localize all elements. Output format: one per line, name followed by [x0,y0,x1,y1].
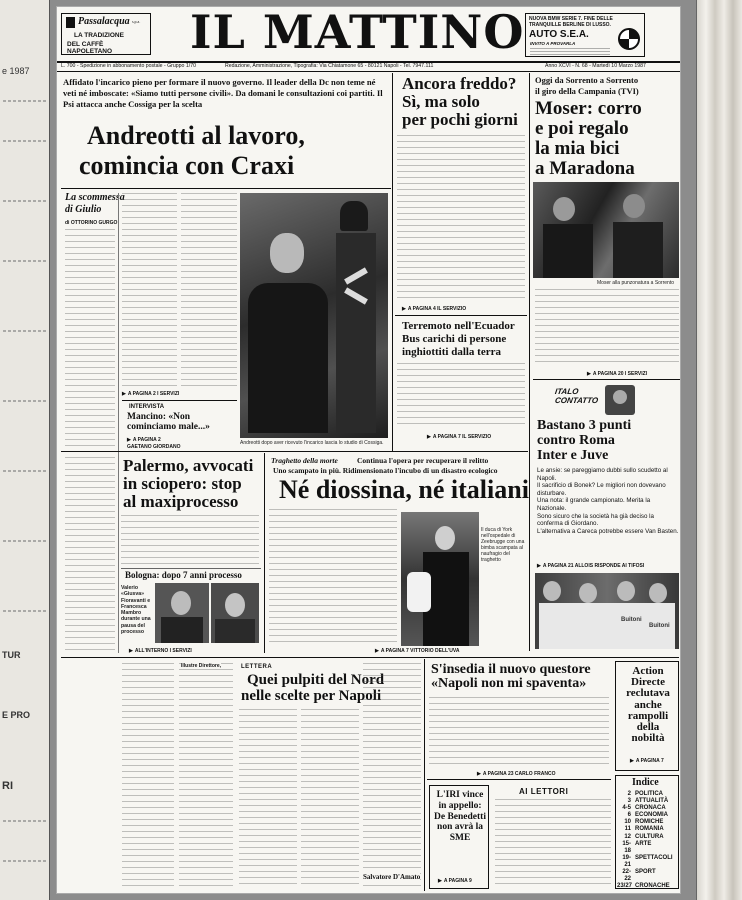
sport-bullet-3: Una nota: il grande campionato. Merita la Nazionale. [537,497,651,512]
moser-photo [533,182,679,278]
bottom-col-1 [122,663,174,889]
index-item: 22-22 SPORT [622,869,656,883]
ecuador-headline-1: Terremoto nell'Ecuador [402,320,515,332]
ferry-body [269,509,397,645]
iri-ref: ▶ A PAGINA 9 [438,878,472,884]
lead-headline-1: Andreotti al lavoro, [87,121,305,150]
index-item: 23/27 CRONACHE [617,883,670,890]
andreotti-photo [240,193,388,438]
weather-headline-2: Sì, ma solo [402,92,480,111]
sport-headline-7: Inter e Juve [537,448,609,463]
index-list [617,791,679,890]
mambro-photo [211,583,259,643]
index-item: 19-21 SPETTACOLI [622,854,673,868]
action-directe-headline: Action Directe reclutava anche rampolli della nobiltà [626,665,670,745]
sport-bullet-5: L'alternativa a Careca potrebbe essere Van Basten. [537,527,679,535]
fioravanti-photo [155,583,209,643]
sport-bullet-2: Il sacrificio di Bonek? Le migliori non dovevano disturbare. [537,482,666,497]
bmw-ad [525,13,645,57]
coffee-cup-icon [66,17,75,28]
sport-bullet-1: Le ansie: se pareggiamo dubbi sullo scudetto al Napoli. [537,467,668,482]
readers-title: AI LETTORI [519,787,569,796]
questore-ref: ▶ A PAGINA 23 CARLO FRANCO [477,771,556,777]
ferry-kicker-2: Uno scampato in più. Ridimensionato l'incubo di un disastro ecologico [273,466,498,475]
index-item: 6 ECONOMIA [627,812,668,819]
arrow-right-icon: ▶ [122,391,126,397]
sport-bullets [537,467,679,535]
arrow-right-icon: ▶ [127,437,131,443]
lead-headline-2: comincia con Craxi [79,151,295,180]
lead-body-col1 [122,193,177,388]
ecuador-ref: ▶ A PAGINA 7 IL SERVIZIO [427,434,492,440]
letter-headline-1: Quei pulpiti del Nord [247,672,385,688]
column-body [65,229,115,654]
left-page-ticker3: RI [2,780,13,792]
sport-kicker-2: il giro della Campania (TVI) [535,86,639,96]
iri-headline: L'IRI vince in appello: De Benedetti non avrà la SME [434,790,486,844]
coffee-tag1: LA TRADIZIONE [74,32,124,39]
left-page-ticker2: E PRO [2,710,31,720]
lead-ref: ▶ A PAGINA 2 I SERVIZI [122,391,180,397]
interview-ref: ▶ A PAGINA 2 [127,437,161,443]
letter-intro-col [179,663,233,889]
palermo-body [121,515,259,567]
column-author: di OTTORINO GURGO [65,220,118,226]
sport-headline-5: Bastano 3 punti [537,418,632,433]
index-item: 3 ATTUALITÀ [627,798,669,805]
italo-portrait [605,385,635,415]
questore-body [429,697,609,767]
duke-photo-caption: Il duca di York nell'ospedale di Zeebrugge con una bimba scampata al naufragio del traghetto [481,527,525,563]
bmw-ad-line1: NUOVA BMW SERIE 7. FINE DELLE [529,16,613,22]
index-item: 2 POLITICA [627,791,663,797]
price-line: L. 700 - Spedizione in abbonamento postale - Gruppo 1/70 [61,63,196,69]
readers-body [495,799,611,889]
letter-col-2 [301,709,359,889]
sport-headline-2: e poi regalo [535,118,629,139]
letter-col-1 [239,709,297,889]
sport-headline-4: a Maradona [535,158,635,179]
action-directe-box [615,661,679,771]
interview-title: Mancino: «Non cominciamo male...» [127,412,210,432]
masthead-title: IL MATTINO [190,6,525,59]
column-title-1: La scommessa [65,192,125,203]
lead-deck: Affidato l'incarico pieno per formare il nuovo governo. Il leader della Dc non teme né veti né imboscate: «Siamo tutti persone civili». Da domani le consultazioni coi partiti. Il Psi attacca anche Cossiga per la scelta [63,77,383,109]
arrow-right-icon: ▶ [587,371,591,377]
interview-author: GAETANO GIORDANO [127,444,181,450]
address-line: Redazione, Amministrazione, Tipografia: Via Chiatamone 65 - 80121 Napoli - Tel. 7947.111 [225,63,434,69]
bmw-logo-icon [618,28,640,50]
palermo-headline-1: Palermo, avvocati [123,456,254,475]
italo-logo-line1: ITALO [554,387,580,396]
palermo-ref: ▶ ALL'INTERNO I SERVIZI [129,648,192,654]
ferry-kicker-left: Traghetto della morte [271,456,338,465]
italo-contatto-logo [555,387,599,415]
iri-box [429,785,489,889]
weather-headline-3: per pochi giorni [402,110,518,129]
index-item: 11 ROMANIA [624,826,664,833]
shirt-sponsor-2: Buitoni [649,623,670,629]
sport-headline-6: contro Roma [537,433,615,448]
players-photo [535,573,679,649]
palermo-headline-2: in sciopero: stop [123,474,242,493]
ecuador-body [397,363,525,429]
arrow-right-icon: ▶ [477,771,481,777]
sport-headline-3: la mia bici [535,138,620,159]
letter-signature: Salvatore D'Amato [363,873,421,881]
questore-headline: S'insedia il nuovo questore «Napoli non mi spaventa» [431,662,591,692]
newspaper-page [56,6,681,894]
letter-col-3 [363,663,421,889]
palermo-subhead: Bologna: dopo 7 anni processo [125,570,242,580]
moser-photo-caption: Moser alla punzonatura a Sorrento [597,280,674,286]
letter-salutation: Illustre Direttore, [181,663,222,669]
left-page-ticker: TUR [2,650,21,660]
sport-headline-1: Moser: corro [535,98,642,119]
bmw-ad-dealer: AUTO S.E.A. [529,29,589,40]
column-title-2: di Giulio [65,204,102,215]
sport-kicker-1: Oggi da Sorrento a Sorrento [535,75,639,85]
letter-label: LETTERA [241,664,273,670]
lead-body-col2 [181,193,237,388]
page-stack-edge [696,0,742,900]
index-title: Indice [632,777,659,788]
action-directe-ref: ▶ A PAGINA 7 [630,758,664,764]
arrow-right-icon: ▶ [630,758,634,764]
arrow-right-icon: ▶ [427,434,431,440]
shirt-sponsor-1: Buitoni [621,617,642,623]
moser-body [535,289,679,367]
left-page-year: e 1987 [2,66,30,76]
index-item: 12 CULTURA [624,833,664,840]
weather-headline-1: Ancora freddo? [402,74,517,93]
palermo-headline-3: al maxiprocesso [123,492,239,511]
coffee-brand: Passalacqua [78,16,130,27]
letter-headline-2: nelle scelte per Napoli [241,688,382,704]
arrow-right-icon: ▶ [375,648,379,654]
arrow-right-icon: ▶ [438,878,442,884]
ferry-ref: ▶ A PAGINA 7 VITTORIO DELL'UVA [375,648,460,654]
arrow-right-icon: ▶ [129,648,133,654]
issue-line: Anno XCVI - N. 68 - Martedì 10 Marzo 1987 [545,63,646,69]
index-item: 4-5 CRONACA [622,805,666,812]
coffee-ad [61,13,151,55]
bmw-ad-line2: TRANQUILLE BERLINE DI LUSSO. [529,22,611,28]
coffee-tag2: DEL CAFFÈ NAPOLETANO [67,41,113,55]
ecuador-headline-3: inghiottiti dalla terra [402,346,501,358]
andreotti-photo-caption: Andreotti dopo aver ricevuto l'incarico lascia lo studio di Cossiga. [240,440,384,446]
ecuador-headline-2: Bus carichi di persone [402,333,507,345]
duke-photo [401,512,479,646]
coffee-brand-suffix: s.p.a. [132,19,141,24]
palermo-caption: Valerio «Giusva» Fioravanti e Francesca Mambro durante una pausa del processo [121,585,151,636]
interview-label: INTERVISTA [129,404,165,410]
left-facing-page [0,0,50,900]
italo-logo-line2: CONTATTO [554,396,599,405]
ferry-headline: Né diossina, né italiani [279,475,529,504]
moser-ref: ▶ A PAGINA 20 I SERVIZI [587,371,648,377]
arrow-right-icon: ▶ [402,306,406,312]
index-box [615,775,679,889]
bmw-ad-line3: INVITO A PROVARLA [530,41,576,46]
sport-bullet-4: Sono sicuro che la società ha già deciso la conferma di Giordano. [537,512,654,528]
index-item: 15-18 ARTE [622,840,652,854]
sport-ref-2: ▶ A PAGINA 21 ALLOIS RISPONDE AI TIFOSI [537,563,645,569]
index-item: 10 ROMICHE [624,819,664,826]
weather-body [397,135,525,303]
arrow-right-icon: ▶ [537,563,541,569]
weather-ref: ▶ A PAGINA 4 IL SERVIZIO [402,306,467,312]
ferry-kicker-right: Continua l'opera per recuperare il relitto [357,456,489,465]
